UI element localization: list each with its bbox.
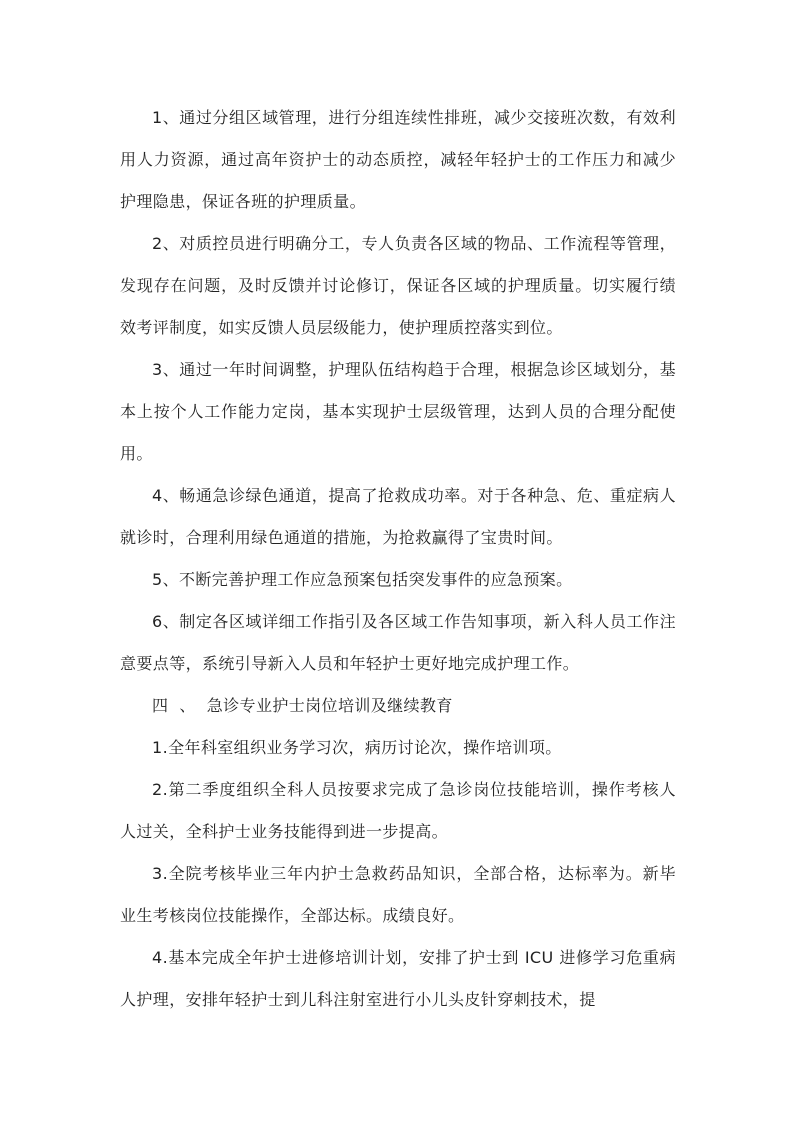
training-item-4: 4.基本完成全年护士进修培训计划，安排了护士到 ICU 进修学习危重病人护理，安排年轻护士到儿科注射室进行小儿头皮针穿刺技术，提 — [120, 948, 676, 1009]
training-item-3: 3.全院考核毕业三年内护士急救药品知识，全部合格，达标率为。新毕业生考核岗位技能操作，全部达标。成绩良好。 — [120, 864, 676, 925]
paragraph-3: 3、通过一年时间调整，护理队伍结构趋于合理，根据急诊区域划分，基本上按个人工作能力定岗，基本实现护士层级管理，达到人员的合理分配使用。 — [120, 360, 676, 463]
training-item-1: 1.全年科室组织业务学习次，病历讨论次，操作培训项。 — [152, 738, 562, 757]
section-heading: 四 、 急诊专业护士岗位培训及继续教育 — [152, 696, 453, 715]
training-item-2: 2.第二季度组织全科人员按要求完成了急诊岗位技能培训，操作考核人人过关，全科护士业务技能得到进一步提高。 — [120, 780, 676, 841]
document-body — [120, 97, 676, 1021]
paragraph-6: 6、制定各区域详细工作指引及各区域工作告知事项，新入科人员工作注意要点等，系统引导新入人员和年轻护士更好地完成护理工作。 — [120, 612, 676, 673]
paragraph-4: 4、畅通急诊绿色通道，提高了抢救成功率。对于各种急、危、重症病人就诊时，合理利用绿色通道的措施，为抢救赢得了宝贵时间。 — [120, 486, 676, 547]
paragraph-5: 5、不断完善护理工作应急预案包括突发事件的应急预案。 — [152, 570, 573, 589]
paragraph-1: 1、通过分组区域管理，进行分组连续性排班，减少交接班次数，有效利用人力资源，通过高年资护士的动态质控，减轻年轻护士的工作压力和减少护理隐患，保证各班的护理质量。 — [120, 108, 676, 211]
paragraph-2: 2、对质控员进行明确分工，专人负责各区域的物品、工作流程等管理，发现存在问题，及时反馈并讨论修订，保证各区域的护理质量。切实履行绩效考评制度，如实反馈人员层级能力，使护理质控落实到位。 — [120, 234, 676, 337]
